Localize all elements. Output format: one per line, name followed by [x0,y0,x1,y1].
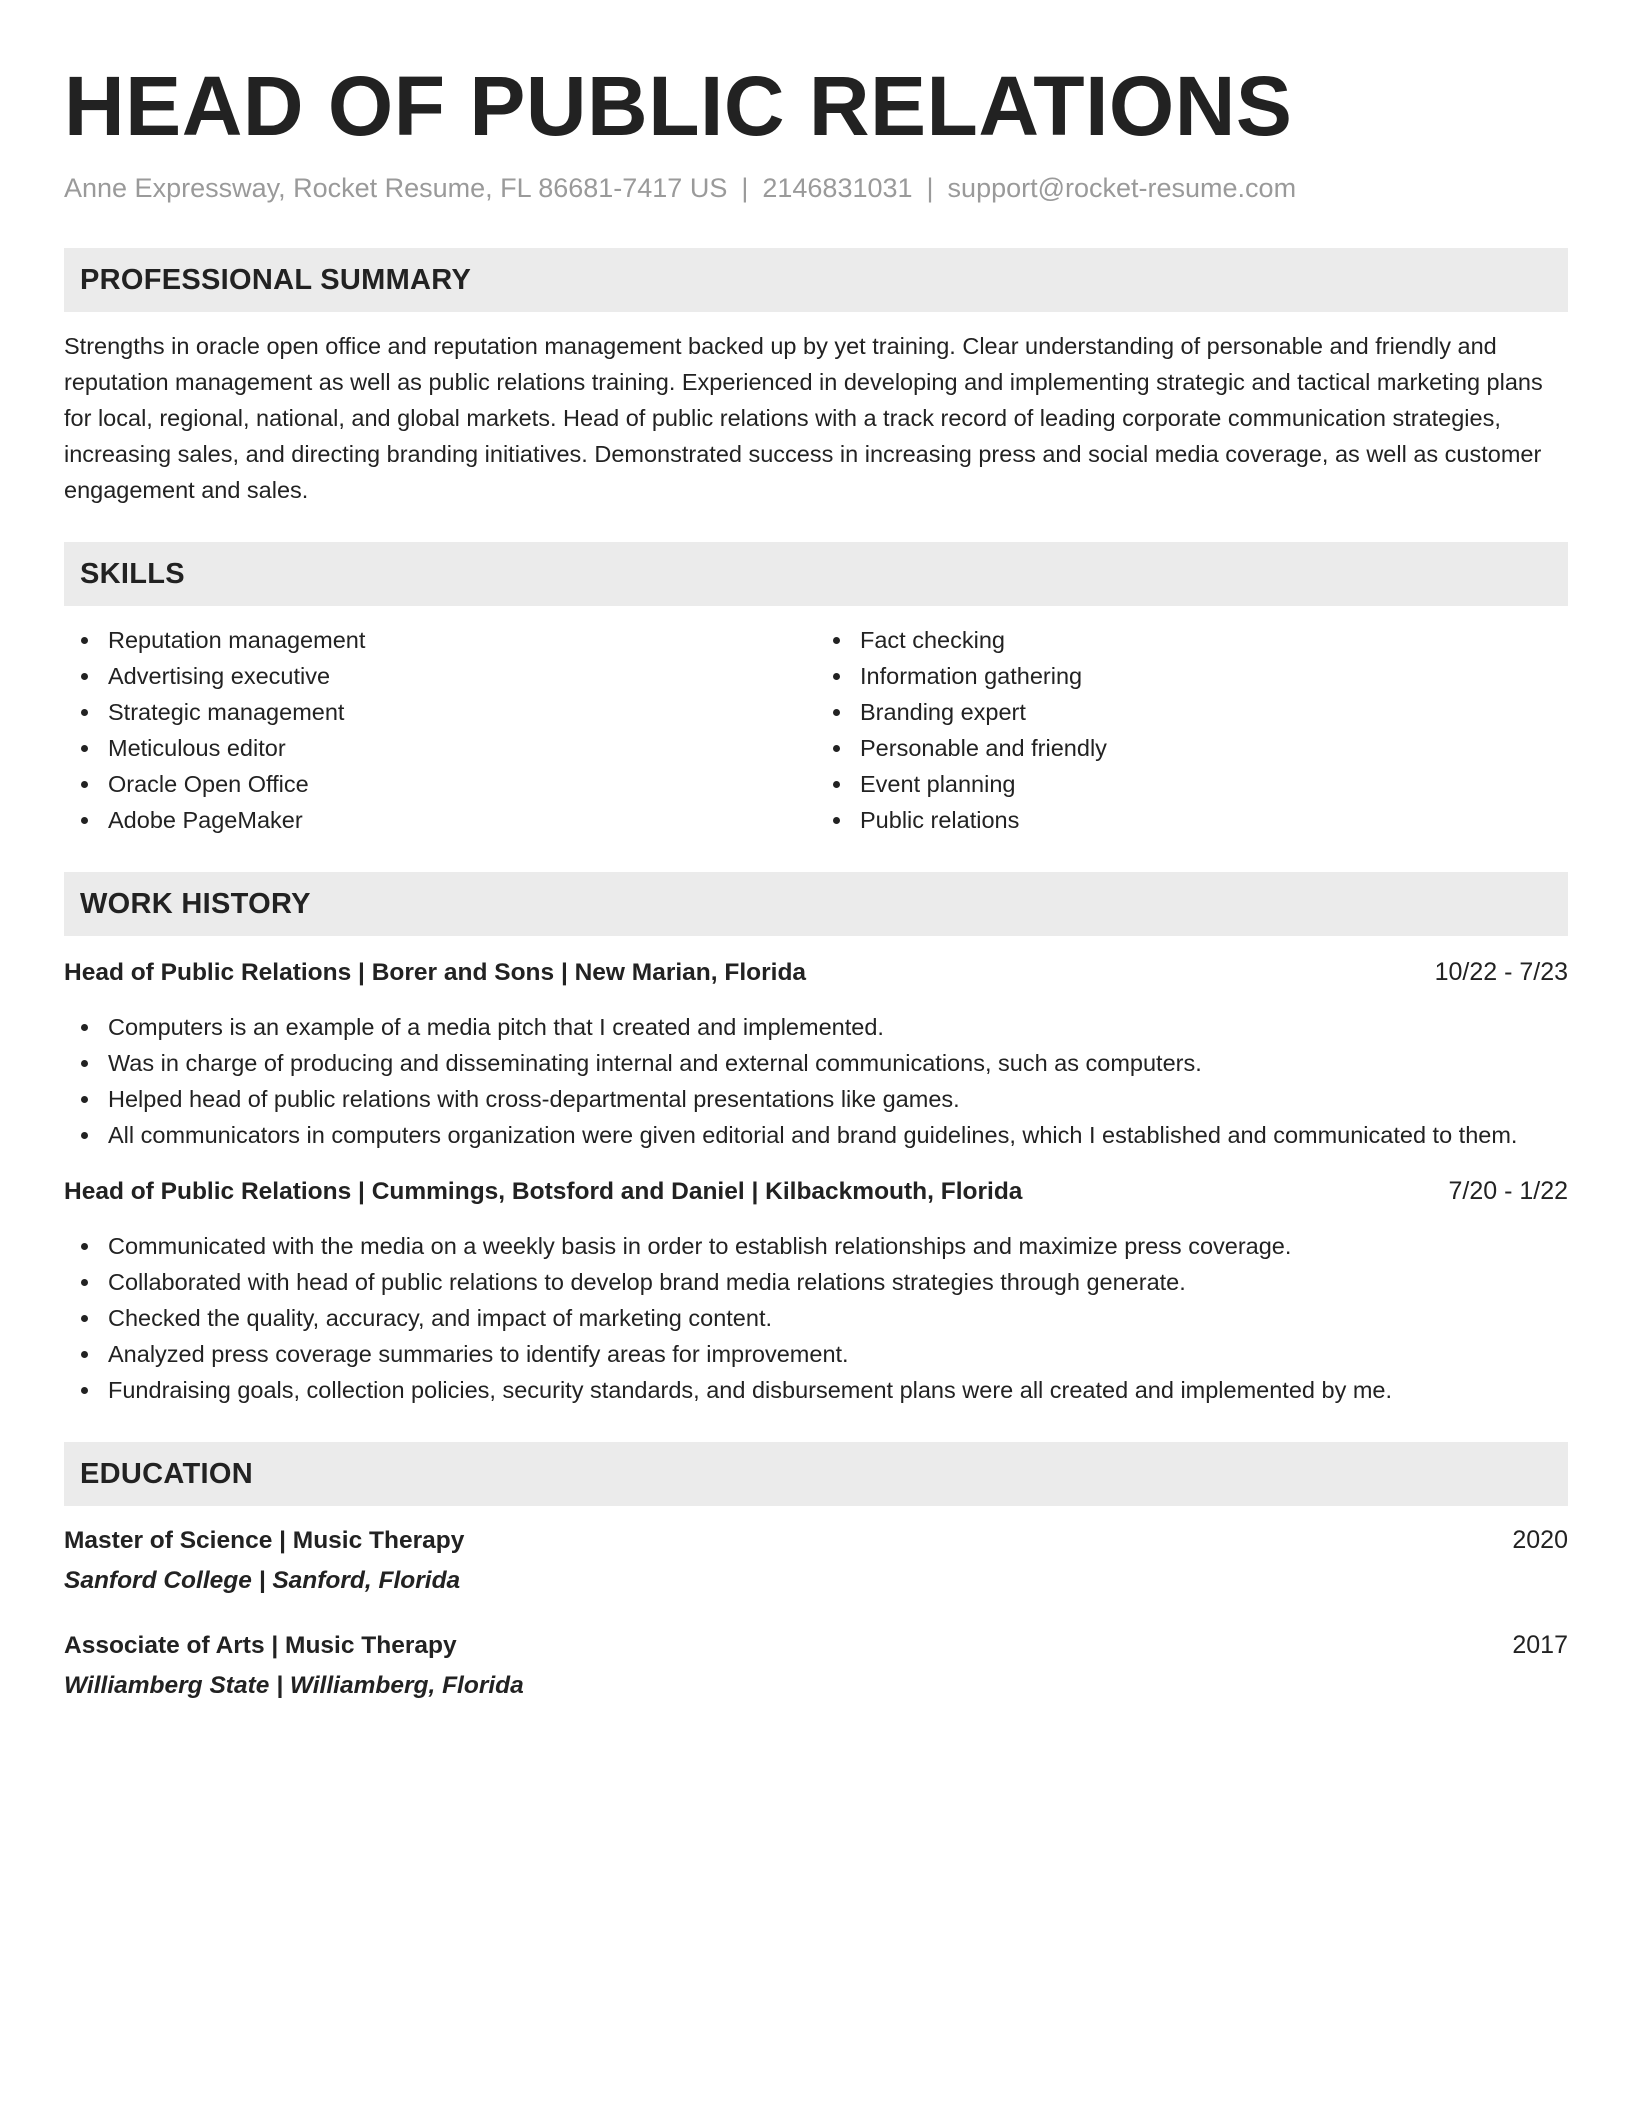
education-degree: Associate of Arts | Music Therapy [64,1632,457,1659]
job-bullet: Collaborated with head of public relations to develop brand media relations strategies through generate. [64,1264,1568,1300]
skill-item: Personable and friendly [816,730,1568,766]
skill-item: Public relations [816,802,1568,838]
skill-item: Reputation management [64,622,816,658]
contact-email: support@rocket-resume.com [947,173,1297,203]
job-entry [64,1173,1568,1408]
skill-item: Oracle Open Office [64,766,816,802]
education-year: 2020 [1512,1526,1568,1554]
skill-item: Adobe PageMaker [64,802,816,838]
job-bullets [64,1228,1568,1408]
job-header [64,954,1568,991]
contact-separator: | [741,173,749,203]
skill-item: Event planning [816,766,1568,802]
contact-line [64,170,1568,206]
skills-column-right [816,622,1568,838]
education-school: Williamberg State | Williamberg, Florida [64,1672,524,1699]
job-header [64,1173,1568,1210]
skill-item: Fact checking [816,622,1568,658]
job-bullet: Was in charge of producing and disseminating internal and external communications, such as computers. [64,1045,1568,1081]
job-dates: 7/20 - 1/22 [1448,1177,1568,1205]
contact-address: Anne Expressway, Rocket Resume, FL 86681-7417 US [64,173,728,203]
education-entry [64,1627,1568,1704]
job-bullet: Fundraising goals, collection policies, security standards, and disbursement plans were all created and implemented by me. [64,1372,1568,1408]
job-entry [64,954,1568,1153]
contact-phone: 2146831031 [762,173,913,203]
skills-column-left [64,622,816,838]
education-entry [64,1522,1568,1599]
job-title: Head of Public Relations | Cummings, Botsford and Daniel | Kilbackmouth, Florida [64,1178,1023,1205]
skill-item: Advertising executive [64,658,816,694]
section-heading-education: EDUCATION [64,1442,1568,1506]
skill-item: Strategic management [64,694,816,730]
job-bullet: Helped head of public relations with cross-departmental presentations like games. [64,1081,1568,1117]
education-school: Sanford College | Sanford, Florida [64,1567,461,1594]
summary-text: Strengths in oracle open office and reputation management backed up by yet training. Clear understanding of personable and friendly and reputation management as well as public relations training. Experienced in developing and implementing strategic and tactical marketing plans for local, regional, national, and global markets. Head of public relations with a track record of leading corporate communication strategies, increasing sales, and directing branding initiatives. Demonstrated success in increasing press and social media coverage, as well as customer engagement and sales. [64,333,1543,503]
skill-item: Meticulous editor [64,730,816,766]
job-bullet: All communicators in computers organization were given editorial and brand guidelines, which I established and communicated to them. [64,1117,1568,1153]
job-bullet: Communicated with the media on a weekly basis in order to establish relationships and maximize press coverage. [64,1228,1568,1264]
skills-list [64,622,1568,838]
job-bullet: Checked the quality, accuracy, and impact of marketing content. [64,1300,1568,1336]
education-degree: Master of Science | Music Therapy [64,1527,465,1554]
job-title: Head of Public Relations | Borer and Sons | New Marian, Florida [64,959,807,986]
skill-item: Information gathering [816,658,1568,694]
section-heading-summary: PROFESSIONAL SUMMARY [64,248,1568,312]
education-header [64,1522,1568,1559]
section-heading-work-history: WORK HISTORY [64,872,1568,936]
contact-separator: | [926,173,934,203]
job-bullet: Analyzed press coverage summaries to identify areas for improvement. [64,1336,1568,1372]
job-dates: 10/22 - 7/23 [1434,958,1568,986]
education-year: 2017 [1512,1631,1568,1659]
job-bullet: Computers is an example of a media pitch that I created and implemented. [64,1009,1568,1045]
job-bullets [64,1009,1568,1153]
section-heading-skills: SKILLS [64,542,1568,606]
resume-name-title: HEAD OF PUBLIC RELATIONS [64,59,1293,153]
education-header [64,1627,1568,1664]
skill-item: Branding expert [816,694,1568,730]
